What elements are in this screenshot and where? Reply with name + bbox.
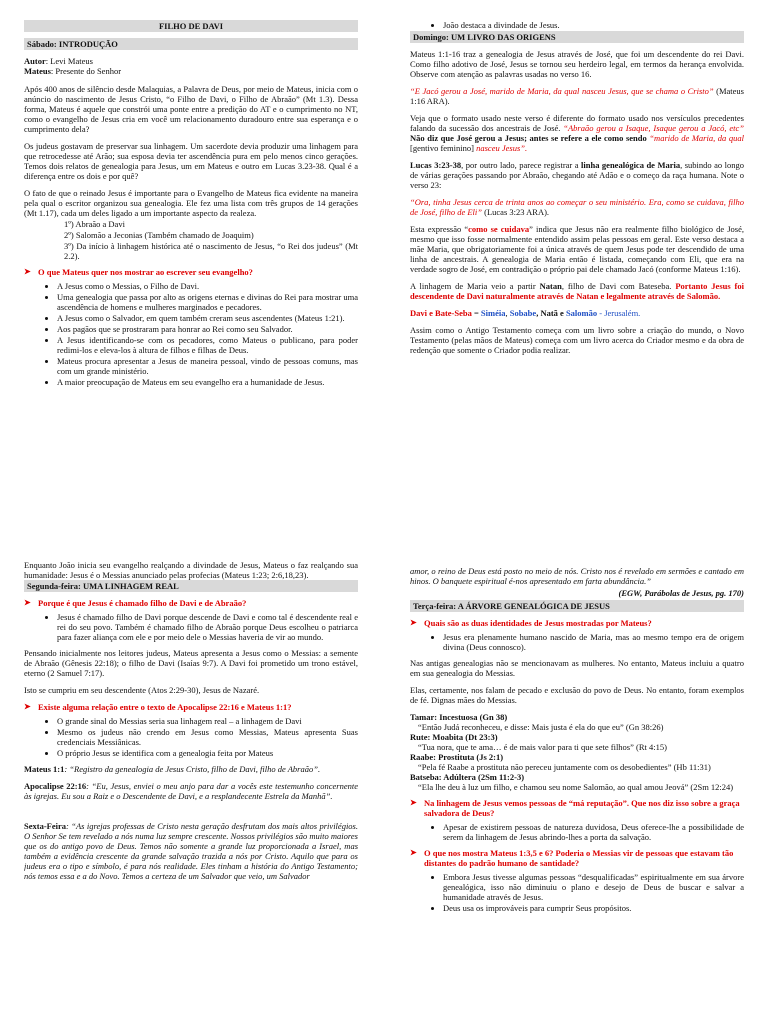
bullet-list [410,632,744,652]
text: Lucas 3:23-38 [410,160,462,170]
list-item: • João destaca a divindade de Jesus. [443,20,744,30]
list-item: • Uma genealogia que passa por alto as origens eternas e divinas do Rei para mostrar uma ascendência de homens e mulheres marginados e pecadores. [57,292,358,312]
text: , subindo ao longo de várias gerações passando por Abraão, chegando até Adão e o começo da raça humana. Note o verso 23: [410,160,744,190]
question: ➤ Quais são as duas identidades de Jesus mostradas por Mateus? [410,618,744,628]
woman-quote: “Tua nora, que te ama… é de mais valor para ti que sete filhos” (Rt 4:15) [418,742,667,752]
section-sabado: Sábado: INTRODUÇÃO [24,38,358,50]
text: Sobabe [509,308,537,318]
text: Apocalipse 22:16 [24,781,87,791]
text: Davi e Bate-Seba [410,308,472,318]
text: : “Eu, Jesus, enviei o meu anjo para dar a vocês este testemunho concernente às igrejas. Eu sou a Raiz e o Descendente de Davi, e a resplandecente Estrela da Manhã”. [24,781,358,801]
list-item: 2º) Salomão a Jeconias (Também chamado de Joaquim) [64,230,254,240]
column-1 [24,20,358,520]
autor-label: Autor [24,56,46,66]
bullet-list [24,612,358,642]
paragraph [410,160,744,190]
quote-text: “Ora, tinha Jesus cerca de trinta anos ao começar o seu ministério. Era, como se cuidava, filho de José, filho de Eli” [410,197,744,217]
text: Não diz que José gerou a Jesus; antes se refere a ele como sendo [410,133,650,143]
women-list [410,712,744,792]
text: Salomão [565,308,598,318]
paragraph: Mateus 1:1-16 traz a genealogia de Jesus através de José, que foi um descendente do rei Davi. Como filho adotivo de José, Jesus se tornou seu herdeiro legal, em termos da herança envolvida. Observe com atenção as palavras usadas no verso 16. [410,49,744,79]
paragraph: Elas, certamente, nos falam de pecado e exclusão do povo de Deus. No entanto, foram exemplos de fé. Dignas mães do Messias. [410,685,744,705]
text: Esta expressão “ [410,224,469,234]
page-title: FILHO DE DAVI [24,20,358,32]
woman-name: Rute: Moabita (Dt 23:3) [410,732,498,742]
autor-value: : Levi Mateus [45,56,93,66]
list-item: • O grande sinal do Messias seria sua linhagem real – a linhagem de Davi [57,716,358,726]
text: Natan [539,281,562,291]
section-domingo: Domingo: UM LIVRO DAS ORIGENS [410,31,744,43]
list-item: • A maior preocupação de Mateus em seu evangelho era a humanidade de Jesus. [57,377,358,387]
paragraph [410,113,744,153]
woman-quote: “Pela fé Raabe a prostituta não pereceu juntamente com os desobedientes” (Hb 11:31) [418,762,711,772]
generations-list [24,219,358,261]
paragraph: amor, o reino de Deus está posto no meio de nós. Cristo nos é revelado em sermões e cantado em hinos. O banquete espiritual é-nos apresentado em farta abundância.” [410,566,744,586]
sexta-paragraph [24,821,358,881]
mateus-line [24,66,358,76]
text: Mateus 1:1 [24,764,65,774]
list-item: • Mateus procura apresentar a Jesus de maneira pessoal, vindo de pessoas comuns, mas com um grande ministério. [57,356,358,376]
woman-name: Tamar: Incestuosa (Gn 38) [410,712,508,722]
text: Veja que o formato usado neste verso é diferente do formato usado nos versículos precedentes falando da sucessão dos ancestrais de José. [410,113,744,133]
list-item: • O próprio Jesus se identifica com a genealogia feita por Mateus [57,748,358,758]
paragraph [410,308,744,318]
apocalipse-verse [24,781,358,801]
list-item: • Jesus é chamado filho de Davi porque descende de Davi e como tal é descendente real e rei do seu povo. Também é chamado filho de Abraão porque Deus escolheu o patriarca para fazer aliança com ele e por meio dele o Messias haveria de vir ao mundo. [57,612,358,642]
bullet-list [410,20,744,30]
woman-quote: “Então Judá reconheceu, e disse: Mais justa é ela do que eu” (Gn 38:26) [418,722,664,732]
list-item: • Jesus era plenamente humano nascido de Maria, mas ao mesmo tempo era de origem divina (Deus connosco). [443,632,744,652]
bullet-list [410,822,744,842]
list-item: • Mesmo os judeus não crendo em Jesus como Messias, Mateus apresenta Suas credenciais Messiânicas. [57,727,358,747]
list-item: 3º) Da início à linhagem histórica até o nascimento de Jesus, “o Rei dos judeus” (Mt 2.2). [64,241,358,261]
text: ” indica que Jesus não era realmente filho biológico de José, mesmo que isso fosse normalmente entendido assim pelas pessoas em geral. Este verso destaca a mãe Maria, que obrigatoriamente foi a única através de quem Jesus pode ter descendido de uma linha de ancestrais. A genealogia de Maria então é listada, começando com Eli, que era na verdade sogro de José, em contradição o próprio pai dele chamado Jacó (conforme Mateus 1:16). [410,224,744,274]
text: linha genealógica de Maria [581,160,681,170]
list-item: • A Jesus identificando-se com os pecadores, como Mateus o publicano, para poder redimi-los e eleva-los à altura de filhos e filhas de Deus. [57,335,358,355]
list-item: • Apesar de existirem pessoas de natureza duvidosa, Deus oferece-lhe a possibilidade de serem da linhagem de Jesus abrindo-lhes a porta da salvação. [443,822,744,842]
text: “marido de Maria, da qual [649,133,744,143]
quote-lucas [410,197,744,217]
mateus-value: : Presente do Senhor [50,66,122,76]
quote-ref: (Mateus 1:16 ARA). [410,86,744,106]
paragraph: Os judeus gostavam de preservar sua linhagem. Um sacerdote devia produzir uma linhagem para que retrocedesse até Arão; sua esposa devia ter ascendência pura em pelo menos cinco gerações. Temos dois relatos de genealogia para Jesus, um em Mateus e outro em Lucas 3.23-38. Qual é a diferença entre os dois e por quê? [24,141,358,181]
text: nasceu Jesus”. [476,143,528,153]
text: A linhagem de Maria veio a partir [410,281,540,291]
text: “Abraão gerou a Isaque, Isaque gerou a Jacó, etc” [563,123,744,133]
text: - Jerusalém. [597,308,641,318]
bullet-list [24,281,358,387]
bullet-list [24,716,358,758]
text: , Natã e [536,308,566,318]
text: como se cuidava [468,224,530,234]
question: ➤ O que Mateus quer nos mostrar ao escrever seu evangelho? [24,267,358,277]
paragraph: Assim como o Antigo Testamento começa com um livro sobre a criação do mundo, o Novo Testamento (pelas mãos de Mateus) começa com um livro acerca do Criador mesmo e da obra de redenção que somente o Criador podia realizar. [410,325,744,355]
paragraph: Pensando inicialmente nos leitores judeus, Mateus apresenta a Jesus como o Messias: a semente de Abraão (Gênesis 22:18); o filho de Davi (Isaías 9:7). A Davi foi prometido um trono estável, eterno (2 Samuel 7:17). [24,648,358,678]
woman-name: Raabe: Prostituta (Js 2:1) [410,752,504,762]
column-2 [410,20,744,520]
text: , [505,308,510,318]
section-segunda: Segunda-feira: UMA LINHAGEM REAL [24,580,358,592]
text: = [471,308,481,318]
citation: (EGW, Parábolas de Jesus, pg. 170) [618,588,744,598]
mateus-verse [24,764,358,774]
paragraph: O fato de que o reinado Jesus é importante para o Evangelho de Mateus fica evidente na maneira pela qual o escritor organizou sua genealogia. Ele fez uma lista com três grupos de 14 gerações (Mt 1.17), cada um deles ligado a um importante aspecto da realeza. [24,188,358,218]
question: ➤ Porque é que Jesus é chamado filho de Davi e de Abraão? [24,598,358,608]
column-4 [410,566,744,1024]
autor-line [24,56,358,66]
text: Siméia [480,308,506,318]
section-terca: Terça-feira: A ÁRVORE GENEALÓGICA DE JESUS [410,600,744,612]
text: : “Registro da genealogia de Jesus Cristo, filho de Davi, filho de Abraão”. [64,764,321,774]
bullet-list [410,872,744,913]
quote-mateus [410,86,744,106]
list-item: • A Jesus como o Salvador, em quem também creram seus ascendentes (Mateus 1:21). [57,313,358,323]
woman-name: Batseba: Adúltera (2Sm 11:2-3) [410,772,525,782]
question: ➤ O que nos mostra Mateus 1:3,5 e 6? Poderia o Messias vir de pessoas que estavam tão distantes do padrão humano de santidade? [410,848,744,868]
list-item: • A Jesus como o Messias, o Filho de Davi. [57,281,358,291]
text: , filho de Davi com Bateseba. [561,281,676,291]
text: , por outro lado, parece registrar a [461,160,582,170]
list-item: • Embora Jesus tivesse algumas pessoas “desqualificadas” espiritualmente em sua árvore genealógica, isso não diminuiu o plano e desejo de Deus de buscar e salvar a humanidade através de Jesus. [443,872,744,902]
question: ➤ Na linhagem de Jesus vemos pessoas de “má reputação”. Que nos diz isso sobre a graça salvadora de Deus? [410,798,744,818]
list-item: • Aos pagãos que se prostraram para honrar ao Rei como seu Salvador. [57,324,358,334]
text: : “As igrejas professas de Cristo nesta geração desfrutam dos mais altos privilégios. O Senhor Se tem revelado a nós numa luz sempre crescente. Nossos privilégios são muito maiores que os do antigo povo de Deus. Temos não somente a grande luz proporcionada a Israel, mas também a evidência crescente da grande salvação trazida a nós por Cristo. Aquilo que para os judeus era o tipo e símbolo, é para nós realidade. Eles tinham a história do Antigo Testamento; nós temos essa e a do Novo. Temos a certeza de um Salvador que veio, um Salvador [24,821,358,881]
question: ➤ Existe alguma relação entre o texto de Apocalipse 22:16 e Mateus 1:1? [24,702,358,712]
paragraph: Enquanto João inicia seu evangelho realçando a divindade de Jesus, Mateus o faz realçando sua humanidade: Jesus é o Messias anunciado pelas profecias (Mateus 1:23; 2:6,18,23). [24,560,358,580]
mateus-label: Mateus [24,66,51,76]
paragraph: Nas antigas genealogias não se mencionavam as mulheres. No entanto, Mateus incluiu a quatro em sua genealogia do Messias. [410,658,744,678]
woman-quote: “Ela lhe deu à luz um filho, e chamou seu nome Salomão, ao qual amou Jeová” (2Sm 12:24) [418,782,734,792]
quote-ref: (Lucas 3:23 ARA). [482,207,550,217]
text: [gentivo feminino] [410,143,477,153]
text: Sexta-Feira [24,821,67,831]
paragraph: Isto se cumpriu em seu descendente (Atos 2:29-30), Jesus de Nazaré. [24,685,260,695]
column-3 [24,560,358,1024]
quote-text: “E Jacó gerou a José, marido de Maria, da qual nasceu Jesus, que se chama o Cristo” [410,86,714,96]
list-item: • Deus usa os improváveis para cumprir Seus propósitos. [443,903,744,913]
list-item: 1º) Abraão a Davi [64,219,125,229]
text: Portanto Jesus foi descendente de Davi naturalmente através de Natan e legalmente através de Salomão. [410,281,744,301]
paragraph [410,224,744,274]
paragraph [410,281,744,301]
paragraph: Após 400 anos de silêncio desde Malaquias, a Palavra de Deus, por meio de Mateus, inicia com o anúncio do nascimento de Jesus Cristo, “o Filho de Davi, o Filho de Abraão” (Mt 1.3). Dessa forma, Mateus é aquele que constrói uma ponte entre a predição do AT e o cumprimento no NT, como o evangelho de Jesus cria em você um relacionamento duradouro entre sua esperança e o cumprimento dela? [24,84,358,134]
